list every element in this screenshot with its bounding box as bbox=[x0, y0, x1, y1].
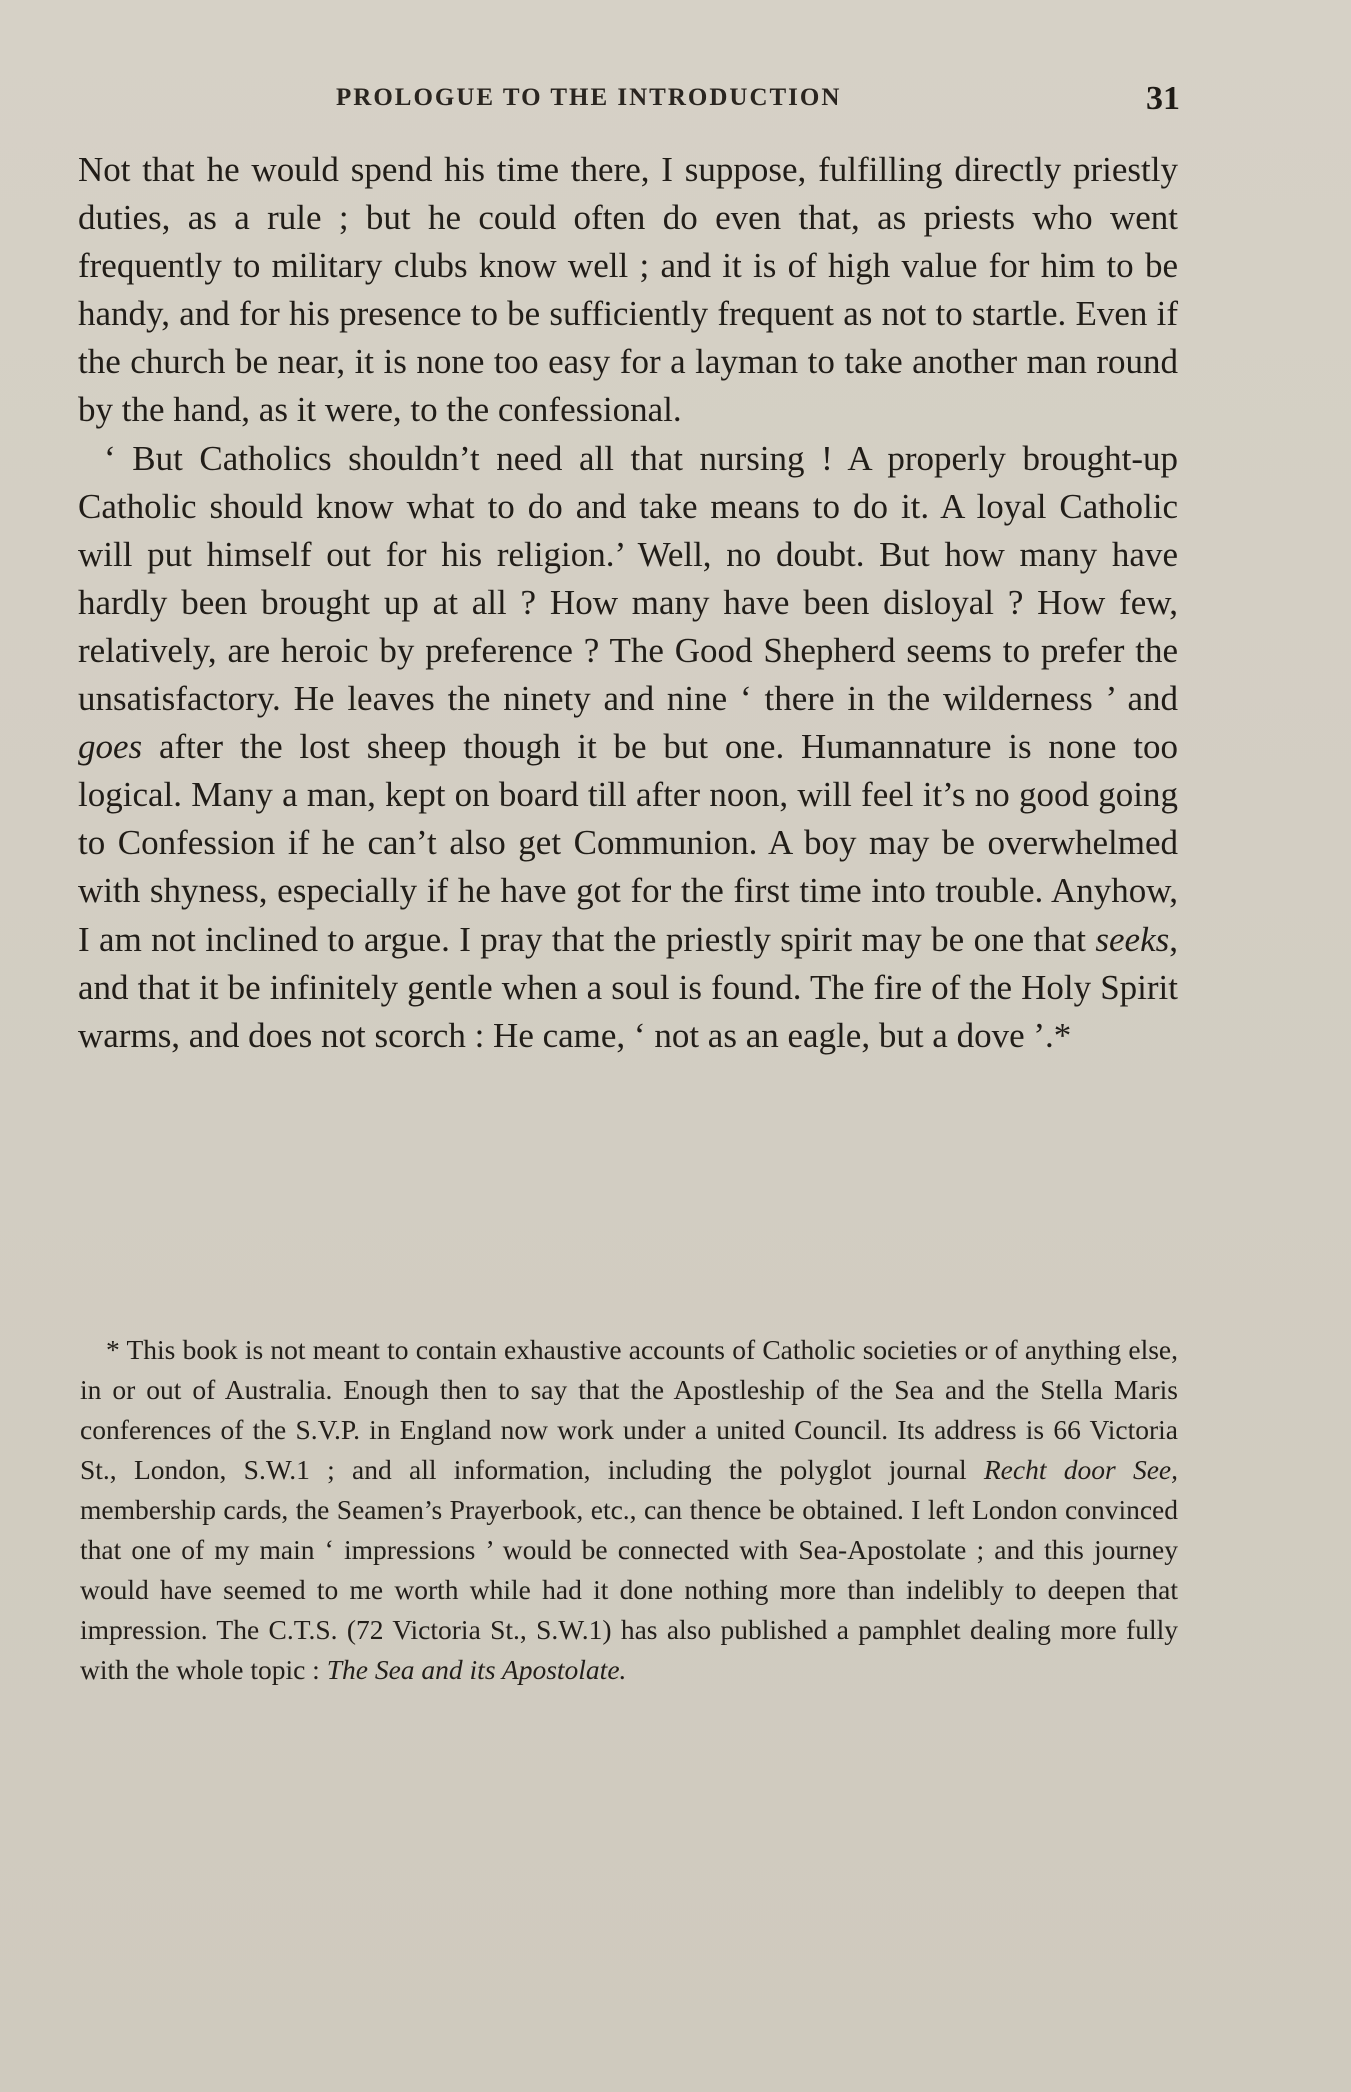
paragraph-2-italic-goes: goes bbox=[78, 727, 143, 767]
footnote-text-a: * This book is not meant to contain exhaustive accounts of Catholic societies or of anything else, in or out of Australia. Enough then to say that the Apostleship of the Sea and the Stella Maris conferences of the S.V.P. in England now work under a united Council. Its address is 66 Victoria St., London, S.W.1 ; and all information, including the polyglot journal bbox=[80, 1334, 1178, 1485]
paragraph-2-text-c: , and that it be infinitely gentle when a soul is found. The fire of the Holy Spirit warms, and does not scorch : He came, ‘ not as an eagle, but a dove ’.* bbox=[78, 919, 1178, 1055]
page-number: 31 bbox=[1146, 80, 1180, 117]
paragraph-2 bbox=[78, 435, 1178, 1060]
body-text bbox=[78, 146, 1178, 1060]
paragraph-1 bbox=[78, 146, 1178, 435]
running-title: PROLOGUE TO THE INTRODUCTION bbox=[336, 84, 842, 111]
running-head bbox=[80, 80, 1180, 124]
paragraph-2-text-b: after the lost sheep though it be but one. Humannature is none too logical. Many a man, kept on board till after noon, will feel it’s no good going to Confession if he can’t also get Communion. A boy may be overwhelmed with shyness, especially if he have got for the first time into trouble. Anyhow, I am not inclined to argue. I pray that the priestly spirit may be one that bbox=[78, 727, 1178, 959]
footnote-text-b: membership cards, the Seamen’s Prayerbook, etc., can thence be obtained. I left London convinced that one of my main ‘ impressions ’ would be connected with Sea-Apostolate ; and this journey would have seemed to me worth while had it done nothing more than indelibly to deepen that impression. The C.T.S. (72 Victoria St., S.W.1) has also published a pamphlet dealing more fully with the whole topic : bbox=[80, 1494, 1178, 1685]
paragraph-2-italic-seeks: seeks bbox=[1095, 919, 1170, 959]
footnote bbox=[80, 1330, 1178, 1690]
paragraph-1-text: Not that he would spend his time there, I suppose, fulfilling directly priestly duties, as a rule ; but he could often do even that, as priests who went frequently to military clubs know well ; and it is of high value for him to be handy, and for his presence to be sufficiently frequent as not to startle. Even if the church be near, it is none too easy for a layman to take another man round by the hand, as it were, to the confessional. bbox=[78, 150, 1178, 430]
footnote-paragraph bbox=[80, 1330, 1178, 1690]
footnote-italic-pamphlet: The Sea and its Apostolate. bbox=[326, 1654, 627, 1685]
footnote-italic-journal: Recht door See, bbox=[983, 1454, 1178, 1485]
paragraph-2-text-a: ‘ But Catholics shouldn’t need all that nursing ! A properly brought-up Catholic should know what to do and take means to do it. A loyal Catholic will put himself out for his religion.’ Well, no doubt. But how many have hardly been brought up at all ? How many have been disloyal ? How few, relatively, are heroic by preference ? The Good Shepherd seems to prefer the unsatisfactory. He leaves the ninety and nine ‘ there in the wilderness ’ and bbox=[78, 438, 1178, 719]
